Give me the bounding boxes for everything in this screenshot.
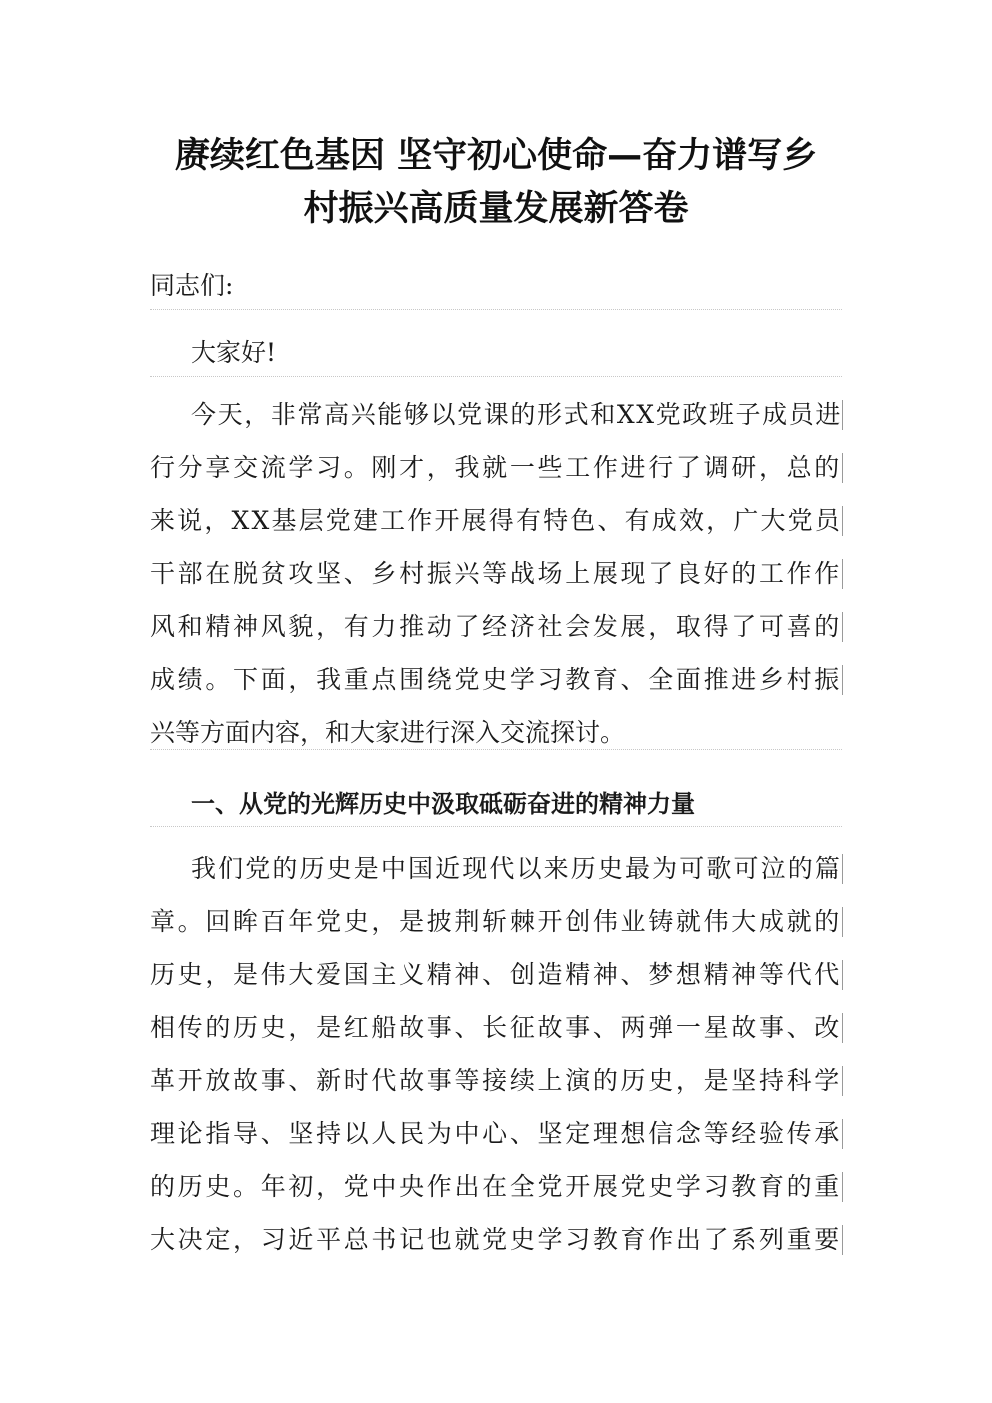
greeting: 大家好! (191, 338, 277, 367)
intro-line: 今天，非常高兴能够以党课的形式和XX党政班子成员进 (191, 400, 842, 429)
line-end-mark (842, 400, 843, 430)
line-end-mark (842, 665, 843, 695)
section-line: 大决定，习近平总书记也就党史学习教育作出了系列重要 (150, 1225, 842, 1254)
section-line: 历史，是伟大爱国主义精神、创造精神、梦想精神等代代 (150, 960, 842, 989)
line-end-mark (842, 1013, 843, 1043)
section-line: 革开放故事、新时代故事等接续上演的历史，是坚持科学 (150, 1066, 842, 1095)
line-end-mark (842, 1172, 843, 1202)
section-line: 的历史。年初，党中央作出在全党开展党史学习教育的重 (150, 1172, 842, 1201)
line-end-mark (842, 960, 843, 990)
line-divider (150, 826, 842, 827)
section-line: 理论指导、坚持以人民为中心、坚定理想信念等经验传承 (150, 1119, 842, 1148)
section-line: 相传的历史，是红船故事、长征故事、两弹一星故事、改 (150, 1013, 842, 1042)
line-end-mark (842, 1225, 843, 1255)
line-end-mark (842, 1119, 843, 1149)
document-title-line-1: 赓续红色基因 坚守初心使命—奋力谱写乡 (174, 136, 818, 176)
line-end-mark (842, 907, 843, 937)
line-end-mark (842, 612, 843, 642)
intro-line: 来说，XX基层党建工作开展得有特色、有成效，广大党员 (150, 506, 842, 535)
document-title-line-2: 村振兴高质量发展新答卷 (303, 189, 689, 229)
intro-line: 风和精神风貌，有力推动了经济社会发展，取得了可喜的 (150, 612, 842, 641)
line-end-mark (842, 453, 843, 483)
section-line: 章。回眸百年党史，是披荆斩棘开创伟业铸就伟大成就的 (150, 907, 842, 936)
intro-line: 成绩。下面，我重点围绕党史学习教育、全面推进乡村振 (150, 665, 842, 694)
intro-line: 行分享交流学习。刚才，我就一些工作进行了调研，总的 (150, 453, 842, 482)
line-end-mark (842, 506, 843, 536)
line-divider (150, 749, 842, 750)
line-divider (150, 376, 842, 377)
intro-line: 兴等方面内容，和大家进行深入交流探讨。 (150, 718, 626, 747)
line-end-mark (842, 559, 843, 589)
salutation: 同志们: (150, 271, 234, 300)
line-end-mark (842, 854, 843, 884)
intro-line: 干部在脱贫攻坚、乡村振兴等战场上展现了良好的工作作 (150, 559, 842, 588)
line-end-mark (842, 1066, 843, 1096)
section-heading: 一、从党的光辉历史中汲取砥砺奋进的精神力量 (191, 790, 695, 818)
line-divider (150, 309, 842, 310)
section-line: 我们党的历史是中国近现代以来历史最为可歌可泣的篇 (191, 854, 842, 883)
